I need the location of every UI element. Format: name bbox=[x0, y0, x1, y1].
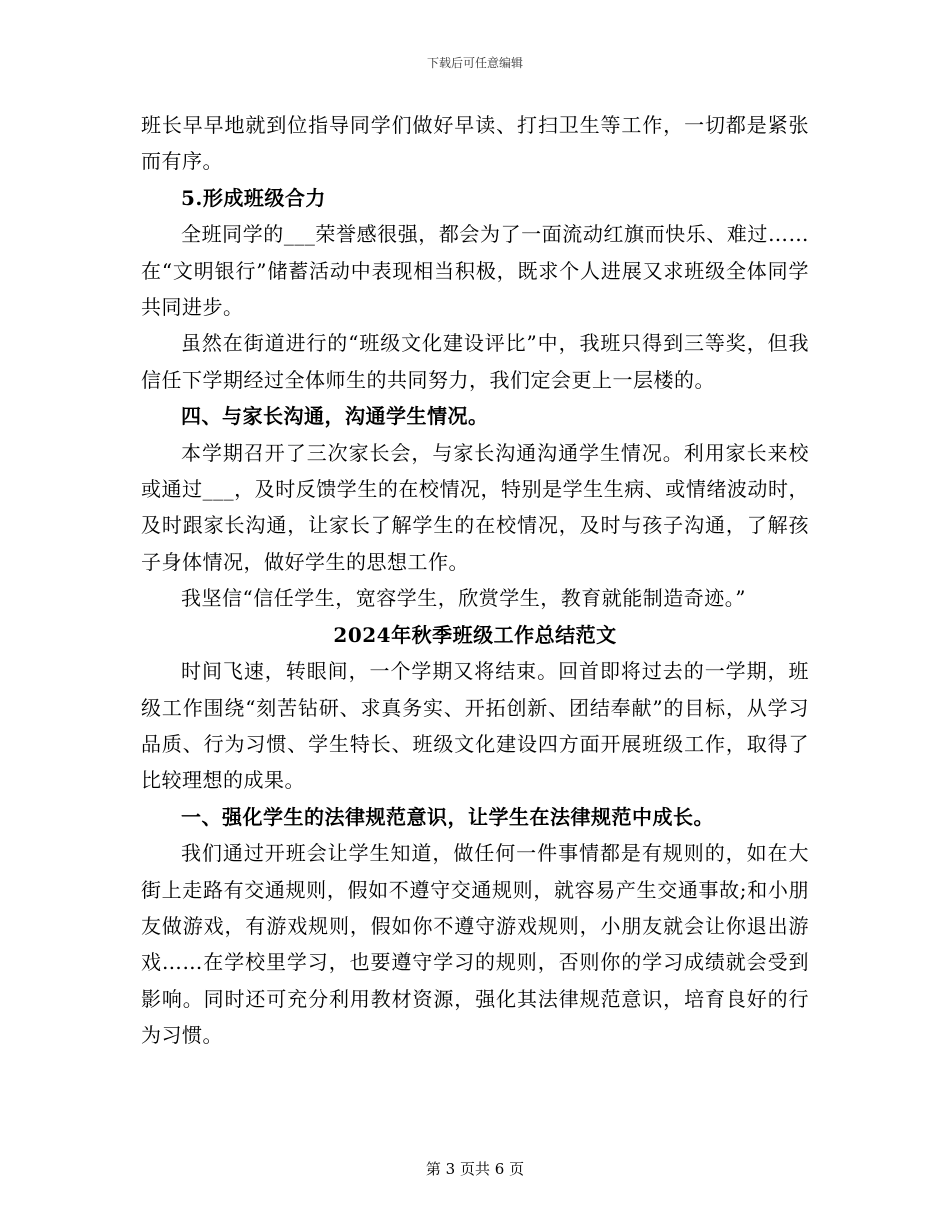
paragraph-5: 我坚信“信任学生，宽容学生，欣赏学生，教育就能制造奇迹。” bbox=[181, 586, 746, 611]
paragraph-3: 虽然在街道进行的“班级文化建设评比”中，我班只得到三等奖，但我信任下学期经过全体师生的共同努力，我们定会更上一层楼的。 bbox=[141, 331, 809, 392]
paragraph-4: 本学期召开了三次家长会，与家长沟通沟通学生情况。利用家长来校或通过___，及时反馈学生的在校情况，特别是学生生病、或情绪波动时，及时跟家长沟通，让家长了解学生的在校情况，及时与孩子沟通，了解孩子身体情况，做好学生的思想工作。 bbox=[141, 440, 809, 574]
paragraph-2: 全班同学的___荣誉感很强，都会为了一面流动红旗而快乐、难过……在“文明银行”储蓄活动中表现相当积极，既求个人进展又求班级全体同学共同进步。 bbox=[141, 222, 809, 320]
paragraph-7: 我们通过开班会让学生知道，做任何一件事情都是有规则的，如在大街上走路有交通规则，假如不遵守交通规则，就容易产生交通事故;和小朋友做游戏，有游戏规则，假如你不遵守游戏规则，小朋友就会让你退出游戏……在学校里学习，也要遵守学习的规则，否则你的学习成绩就会受到影响。同时还可充分利用教材资源，强化其法律规范意识，培育良好的行为习惯。 bbox=[141, 841, 809, 1048]
section-heading-5: 5.形成班级合力 bbox=[181, 185, 326, 210]
page-header: 下载后可任意编辑 bbox=[426, 56, 523, 70]
document-title: 2024年秋季班级工作总结范文 bbox=[333, 622, 617, 647]
section-heading-1: 一、强化学生的法律规范意识，让学生在法律规范中成长。 bbox=[181, 804, 714, 829]
document-body bbox=[141, 107, 809, 1054]
page-footer: 第 3 页共 6 页 bbox=[425, 1160, 525, 1178]
paragraph-1: 班长早早地就到位指导同学们做好早读、打扫卫生等工作，一切都是紧张而有序。 bbox=[141, 113, 809, 174]
paragraph-6: 时间飞速，转眼间，一个学期又将结束。回首即将过去的一学期，班级工作围绕“刻苦钻研、求真务实、开拓创新、团结奉献”的目标，从学习品质、行为习惯、学生特长、班级文化建设四方面开展班级工作，取得了比较理想的成果。 bbox=[141, 659, 809, 793]
section-heading-4: 四、与家长沟通，沟通学生情况。 bbox=[181, 404, 489, 429]
